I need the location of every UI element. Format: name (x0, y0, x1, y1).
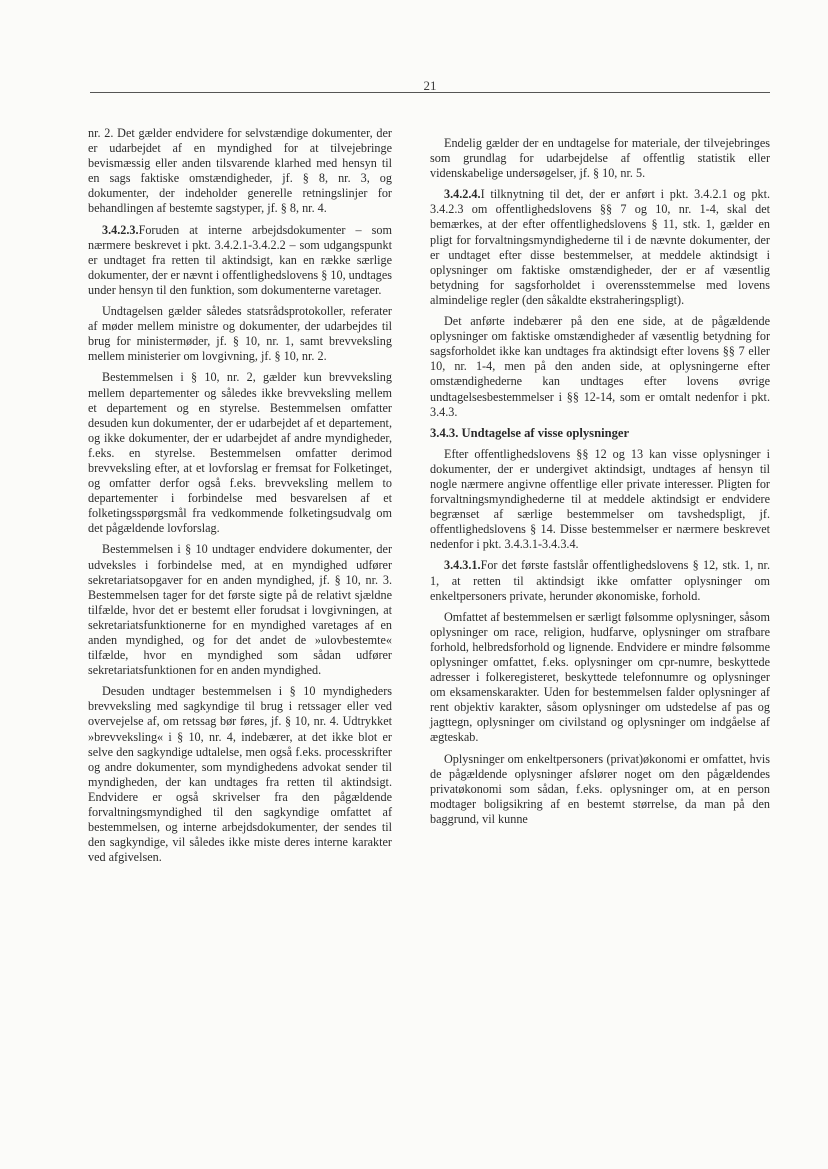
paragraph: Det anførte indebærer på den ene side, at de pågældende oplysninger om faktiske omstændigheder af væsentlig betydning for sagsforholdet ikke kan undtages fra aktindsigt efter lovens §§ 7 eller 10, nr. 1-4, men på den anden side, at oplysningerne efter omstændighederne kan undtages efter lovens øvrige undtagelsesbestemmelser i §§ 12-14, som er omtalt nedenfor i pkt. 3.4.3. (430, 314, 770, 419)
page-number: 21 (423, 78, 437, 93)
paragraph: Undtagelsen gælder således statsrådsprotokoller, referater af møder mellem ministre og dokumenter, der udarbejdes til brug for ministermøder, jf. § 10, nr. 1, samt brevveksling mellem ministerier om lovgivning, jf. § 10, nr. 2. (88, 304, 392, 364)
right-column (430, 136, 770, 833)
paragraph (430, 187, 770, 308)
paragraph-text: Foruden at interne arbejdsdokumenter – som nærmere beskrevet i pkt. 3.4.2.1-3.4.2.2 – som udgangspunkt er undtaget fra retten til aktindsigt, kan en række særlige dokumenter, der er nævnt i offentlighedslovens § 10, undtages under hensyn til den funktion, som dokumenterne varetager. (88, 222, 392, 297)
section-number: 3.4.2.3. (102, 222, 139, 237)
paragraph: Efter offentlighedslovens §§ 12 og 13 kan visse oplysninger i dokumenter, der er undergivet aktindsigt, undtages af hensyn til nogle nærmere angivne offentlige eller private interesser. Pligten for forvaltningsmyndighederne til at meddele aktindsigt er endvidere begrænset af særlige bestemmelser om tavshedspligt, jf. offentlighedslovens § 14. Disse bestemmelser er nærmere beskrevet nedenfor i pkt. 3.4.3.1-3.4.3.4. (430, 446, 770, 552)
paragraph: Desuden undtager bestemmelsen i § 10 myndigheders brevveksling med sagkyndige til brug i retssager eller ved overvejelse af, om retssag bør føres, jf. § 10, nr. 4. Udtrykket »brevveksling« i § 10, nr. 4, indebærer, at det ikke blot er selve den sagkyndige udtalelse, men også f.eks. processkrifter og andre dokumenter, som myndighedens advokat sender til myndigheden, der kan undtages fra retten til aktindsigt. Endvidere er også skrivelser fra den pågældende forvaltningsmyndighed til den sagkyndige omfattet af bestemmelsen, og interne arbejdsdokumenter, der sendes til den sagkyndige, vil således ikke miste deres interne karakter ved afgivelsen. (88, 684, 392, 865)
paragraph (88, 223, 392, 298)
paragraph-text: I tilknytning til det, der er anført i pkt. 3.4.2.1 og pkt. 3.4.2.3 om offentlighedslovens §§ 7 og 10, nr. 1-4, skal det bemærkes, at der efter offentlighedslovens § 11, stk. 1, gælder en pligt for forvaltningsmyndighederne til i de nævnte dokumenter, der er undtaget efter disse bestemmelser, at meddele aktindsigt i oplysninger om faktiske omstændigheder, der er af væsentlig betydning for sagsforholdet i overensstemmelse med lovens almindelige regler (den såkaldte ekstraheringspligt). (430, 187, 770, 307)
paragraph (430, 558, 770, 603)
paragraph: Endelig gælder der en undtagelse for materiale, der tilvejebringes som grundlag for udarbejdelse af offentlig statistik eller videnskabelige undersøgelser, jf. § 10, nr. 5. (430, 136, 770, 181)
section-number: 3.4.2.4. (444, 187, 481, 202)
header-rule (90, 92, 770, 93)
paragraph: nr. 2. Det gælder endvidere for selvstændige dokumenter, der er udarbejdet af en myndighed for at tilvejebringe bevismæssig eller anden tilsvarende klarhed med hensyn til en sags faktiske omstændigheder, jf. § 8, nr. 3, og dokumenter, der indeholder generelle retningslinjer for behandlingen af bestemte sagstyper, jf. § 8, nr. 4. (88, 126, 392, 216)
left-column (88, 126, 392, 871)
paragraph-text: For det første fastslår offentlighedslovens § 12, stk. 1, nr. 1, at retten til aktindsigt ikke omfatter oplysninger om enkeltpersoners private, herunder økonomiske, forhold. (430, 558, 770, 603)
section-number: 3.4.3.1. (444, 558, 481, 573)
section-heading: 3.4.3. Undtagelse af visse oplysninger (430, 425, 630, 440)
paragraph: Bestemmelsen i § 10, nr. 2, gælder kun brevveksling mellem departementer og således ikke brevveksling mellem et departement og en styrelse. Bestemmelsen omfatter desuden kun dokumenter, der er udarbejdet af et departement, og ikke dokumenter, der er udarbejdet af andre myndigheder, f.eks. en styrelse. Bestemmelsen omfatter derimod brevveksling efter, at et lovforslag er fremsat for Folketinget, og omfatter derfor også f.eks. brevveksling mellem to departementer i forbindelse med besvarelsen af et folketingsspørgsmål fra vedkommende folketingsudvalg om det pågældende lovforslag. (88, 370, 392, 536)
paragraph: Bestemmelsen i § 10 undtager endvidere dokumenter, der udveksles i forbindelse med, at en myndighed udfører sekretariatsopgaver for en anden myndighed, jf. § 10, nr. 3. Bestemmelsen tager for det første sigte på de relativt sjældne tilfælde, hvor det er bestemt eller forudsat i lovgivningen, at sekretariatsfunktionerne for en myndighed varetages af en anden myndighed, og for det andet de »ulovbestemte« tilfælde, hvor en myndighed som sådan udfører sekretariatsfunktionen for en anden myndighed. (88, 542, 392, 678)
paragraph: Oplysninger om enkeltpersoners (privat)økonomi er omfattet, hvis de pågældende oplysninger afslører noget om den pågældendes privatøkonomi som sådan, f.eks. oplysninger om, at en person modtager boligsikring af en bestemt størrelse, da man på den baggrund, vil kunne (430, 751, 770, 826)
paragraph: Omfattet af bestemmelsen er særligt følsomme oplysninger, såsom oplysninger om race, religion, hudfarve, oplysninger om strafbare forhold, helbredsforhold og lignende. Endvidere er mindre følsomme oplysninger omfattet, f.eks. oplysninger om cpr-numre, beskyttede adresser i folkeregisteret, beskyttede telefonnumre og oplysninger om eksamenskarakter. Uden for bestemmelsen falder oplysninger af rent objektiv karakter, såsom oplysninger om udstedelse af pas og jagttegn, oplysninger om civilstand og oplysninger om indgåelse af ægteskab. (430, 609, 770, 745)
